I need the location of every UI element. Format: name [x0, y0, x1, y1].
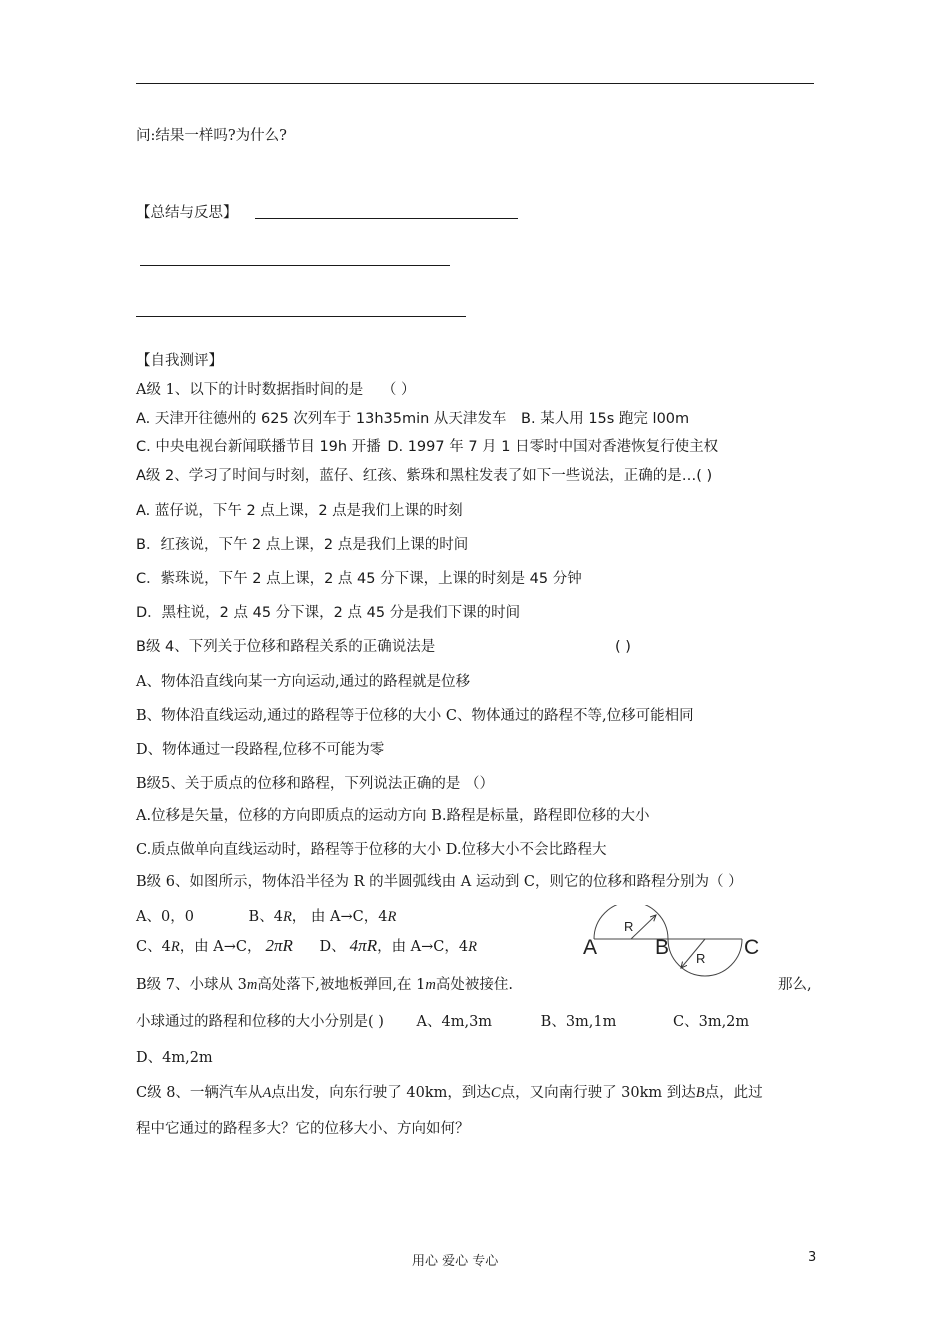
q6-option-b-prefix: B、4 [248, 909, 283, 925]
q6-option-a: A、0，0 [136, 909, 194, 925]
q7-line1-post: 高处被接住. [435, 977, 513, 993]
q7-stem: 小球通过的路程和位移的大小分别是( ) [136, 1014, 384, 1030]
q8-line2: 程中它通过的路程多大？它的位移大小、方向如何？ [136, 1121, 470, 1137]
q7-line2 [136, 1012, 749, 1032]
q5-stem: B级5、关于质点的位移和路程，下列说法正确的是 （） [136, 776, 494, 792]
figure-label-c: C [744, 936, 760, 959]
q5-options-ab: A.位移是矢量，位移的方向即质点的运动方向 B.路程是标量，路程即位移的大小 [136, 808, 650, 824]
q7-option-a: A、4m,3m [416, 1014, 493, 1030]
q1-stem [136, 380, 416, 400]
q6-option-d [319, 936, 477, 955]
q1-stem-text: A级 1、以下的计时数据指时间的是 [136, 382, 364, 398]
q4-option-bc: B、物体沿直线运动,通过的路程等于位移的大小 C、物体通过的路程不等,位移可能相同 [136, 708, 694, 724]
q1-options-cd [136, 437, 718, 457]
q7-line1-tail: 那么, [778, 977, 812, 993]
q1-option-d: D. 1997 年 7 月 1 日零时中国对香港恢复行使主权 [387, 439, 719, 455]
q2-option-b: B．红孩说，下午 2 点上课，2 点是我们上课的时间 [136, 537, 469, 553]
summary-answer-line-2 [140, 265, 450, 266]
q2-option-d: D．黑柱说，2 点 45 分下课，2 点 45 分是我们下课的时间 [136, 605, 521, 621]
q6-option-c-mid: ，由 A→C， [179, 939, 262, 955]
q6-option-d-r: R [468, 939, 477, 955]
q4-stem: B级 4、下列关于位移和路程关系的正确说法是 [136, 639, 436, 655]
figure-label-b: B [655, 936, 670, 959]
question-line: 问:结果一样吗?为什么? [136, 128, 287, 144]
q8-line1 [136, 1083, 763, 1103]
q6-option-b-mid: ， 由 A→C，4 [291, 909, 388, 925]
q4-answer-paren: ( ) [615, 639, 631, 655]
q7-option-d: D、4m,2m [136, 1050, 213, 1066]
q6-option-d-mid: ，由 A→C，4 [377, 939, 469, 955]
page-number: 3 [808, 1250, 817, 1265]
q6-option-b-r: R [282, 909, 292, 925]
figure-label-r1: R [624, 919, 634, 934]
q8-point-b: B [695, 1085, 705, 1101]
summary-answer-line-1 [255, 218, 518, 219]
q7-option-c: C、3m,2m [673, 1014, 750, 1030]
q1-options-ab [136, 409, 689, 429]
q8-point-a: A [262, 1085, 272, 1101]
semicircle-figure [578, 905, 768, 985]
q7-line1 [136, 975, 513, 995]
radius-arrow-1 [631, 915, 656, 939]
q8-line1-mid1: 点出发，向东行驶了 40km，到达 [271, 1085, 491, 1101]
q1-option-c: C. 中央电视台新闻联播节目 19h 开播 [136, 439, 381, 455]
q8-line1-post: 点，此过 [704, 1085, 763, 1101]
q8-line1-prefix: C级 8、一辆汽车从 [136, 1085, 263, 1101]
footer-motto: 用心 爱心 专心 [412, 1254, 499, 1269]
q6-option-b [249, 909, 397, 925]
q7-option-b: B、3m,1m [540, 1014, 617, 1030]
q1-option-b: B. 某人用 15s 跑完 l00m [521, 411, 690, 427]
q2-option-a: A. 蓝仔说，下午 2 点上课，2 点是我们上课的时刻 [136, 503, 463, 519]
q6-option-d-prefix: D、 [319, 939, 346, 955]
q6-option-c-2pir: 2πR [265, 936, 293, 955]
q4-option-d: D、物体通过一段路程,位移不可能为零 [136, 742, 385, 758]
figure-label-a: A [583, 936, 598, 959]
q6-option-c [136, 936, 298, 955]
q6-option-d-4pir: 4πR [349, 936, 378, 955]
q7-unit-m-1: m [246, 977, 258, 993]
q1-answer-paren: （ ） [381, 382, 416, 398]
figure-label-r2: R [696, 951, 706, 966]
q5-options-cd: C.质点做单向直线运动时，路程等于位移的大小 D.位移大小不会比路程大 [136, 842, 607, 858]
q1-option-a: A. 天津开往德州的 625 次列车于 13h35min 从天津发车 [136, 411, 507, 427]
q7-unit-m-2: m [425, 977, 436, 993]
summary-answer-line-3 [136, 316, 466, 317]
q8-line1-mid2: 点，又向南行驶了 30km 到达 [500, 1085, 696, 1101]
q6-options-cd [136, 936, 477, 957]
q6-option-b-r2: R [387, 909, 397, 925]
q2-stem: A级 2、学习了时间与时刻，蓝仔、红孩、紫珠和黑柱发表了如下一些说法，正确的是…( ) [136, 468, 713, 484]
q6-option-c-r: R [170, 939, 180, 955]
q8-point-c: C [490, 1085, 501, 1101]
q6-stem: B级 6、如图所示，物体沿半径为 R 的半圆弧线由 A 运动到 C，则它的位移和路程分别为（ ） [136, 874, 743, 890]
self-test-label: 【自我测评】 [136, 353, 223, 369]
q2-option-c: C．紫珠说，下午 2 点上课，2 点 45 分下课，上课的时刻是 45 分钟 [136, 571, 582, 587]
q4-option-a: A、物体沿直线向某一方向运动,通过的路程就是位移 [136, 674, 471, 690]
summary-label: 【总结与反思】 [136, 205, 238, 221]
q6-option-c-prefix: C、4 [136, 939, 171, 955]
q6-options-ab [136, 907, 396, 927]
q7-line1-mid: 高处落下,被地板弹回,在 1 [257, 977, 426, 993]
q7-line1-prefix: B级 7、小球从 3 [136, 977, 247, 993]
header-rule [136, 83, 814, 84]
